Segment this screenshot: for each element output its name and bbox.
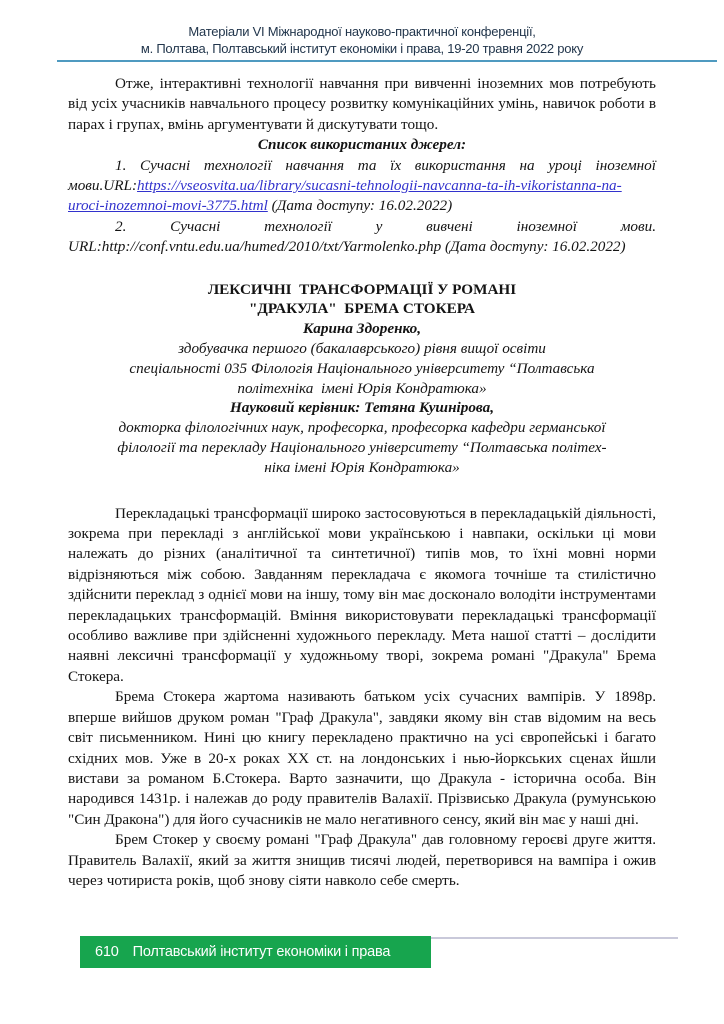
source-item-2: 2. Сучасні технології у вивчені іноземної мови. URL:http://conf.vntu.edu.ua/humed/2010/txt/Yarmolenko.php (Дата доступу: 16.02.2022) (68, 217, 656, 256)
intro-paragraph: Отже, інтерактивні технології навчання при вивченні іноземних мов потребують від усіх учасників навчального процесу розвитку комунікаційних умінь, навичок роботи в парах і групах, вмінь аргументувати й дискутувати тощо. (68, 75, 656, 133)
footer-institution: Полтавський інститут економіки і права (132, 944, 391, 960)
article-heading-block (68, 280, 656, 478)
supervisor-role-line-2: філології та перекладу Національного університету “Полтавська політех- (117, 439, 607, 457)
footer-bar (80, 936, 431, 968)
article-title-line-2: "ДРАКУЛА" БРЕМА СТОКЕРА (248, 300, 476, 318)
article-title-line-1: ЛЕКСИЧНІ ТРАНСФОРМАЦІЇ У РОМАНІ (207, 280, 517, 298)
source-1-text: 1. Сучасні технології навчання та їх використання на уроці іноземної мови.URL: (68, 156, 656, 195)
author-role-line-2: спеціальності 035 Філологія Національного університету “Полтавська (129, 359, 595, 377)
body-paragraph-1: Перекладацькі трансформації широко застосовуються в перекладацькій діяльності, зокрема при перекладі з англійської мови українською і навпаки, оскільки ці мови належать до різних (аналітичної та синтетичної) типів мов, то їхні мовні норми відрізняються між собою. Завданням перекладача є якомога точніше та стилістично здійснити переклад з однієї мови на іншу, тому він має досконало володіти інструментами перекладацьких трансформацій. Вміння використовувати перекладацькі трансформації особливо важливе при здійсненні художнього перекладу. Мета нашої статті – дослідити наявні лексичні трансформації у художньому творі, зокрема романі "Дракула" Брема Стокера. (68, 504, 656, 685)
source-1-link[interactable]: https://vseosvita.ua/library/sucasni-tehnologii-navcanna-ta-ih-vikoristanna-na-uroci-inozemnoi-movi-3775.html (68, 177, 622, 215)
author-role-line-1: здобувачка першого (бакалаврського) рівня вищої освіти (178, 340, 546, 358)
header-rule (57, 60, 717, 62)
article-author: Карина Здоренко, (302, 320, 422, 338)
source-item-1 (68, 156, 656, 217)
page-number: 610 (95, 944, 119, 960)
body-paragraph-2: Брема Стокера жартома називають батьком усіх сучасних вампірів. У 1898р. вперше вийшов друком роман "Граф Дракула", завдяки якому він став відомим на весь світ письменником. Нині цю книгу перекладено практично на усі європейські і багато східних мов. Уже в 20-х роках XX ст. на лондонських і нью-йоркських сценах йшли вистави за романом Б.Стокера. Варто зазначити, що Дракула - історична особа. Він народився 1431р. і належав до роду правителів Валахії. Прізвисько Дракула (румунською "Син Дракона") для його сучасників не мало негативного сенсу, який він має у наші дні. (68, 688, 656, 828)
supervisor-name: Науковий керівник: Тетяна Кушнірова, (229, 399, 494, 417)
running-header-line-1: Матеріали VI Міжнародної науково-практичної конференції, (188, 24, 536, 39)
supervisor-role-line-1: докторка філологічних наук, професорка, професорка кафедри германської (118, 419, 606, 437)
sources-heading: Список використаних джерел: (257, 136, 467, 154)
author-role-line-3: політехніка імені Юрія Кондратюка» (237, 379, 487, 397)
supervisor-role-line-3: ніка імені Юрія Кондратюка» (264, 458, 460, 476)
body-paragraph-3: Брем Стокер у своєму романі "Граф Дракула" дав головному героєві друге життя. Правитель Валахії, який за життя знищив тисячі людей, перетворився на вампіра і ожив через чотириста років, щоб знову сіяти навколо себе смерть. (68, 831, 656, 889)
page-content (68, 74, 656, 891)
running-header-line-2: м. Полтава, Полтавський інститут економіки і права, 19-20 травня 2022 року (140, 41, 584, 56)
source-1-access-date: (Дата доступу: 16.02.2022) (267, 197, 453, 215)
running-header (0, 23, 724, 57)
